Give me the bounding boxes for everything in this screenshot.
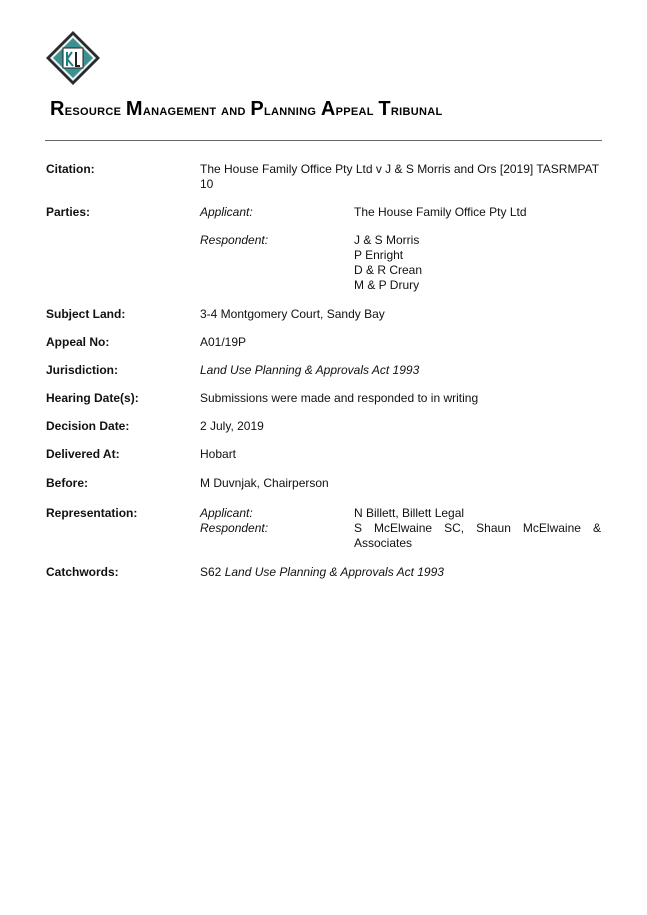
decision-date-label: Decision Date:	[46, 419, 130, 433]
title-word-3: and	[221, 102, 246, 119]
title-word-1: Resource	[50, 98, 122, 120]
parties-respondent-1: J & S Morris	[354, 233, 420, 247]
appeal-no-value: A01/19P	[200, 335, 247, 349]
parties-respondent-4: M & P Drury	[354, 278, 420, 292]
subject-land-label: Subject Land:	[46, 307, 126, 321]
catchwords-value	[200, 565, 444, 580]
representation-applicant-label: Applicant:	[200, 506, 253, 520]
parties-label: Parties:	[46, 205, 91, 219]
subject-land-value: 3-4 Montgomery Court, Sandy Bay	[200, 307, 385, 321]
before-label: Before:	[46, 476, 89, 490]
catchwords-label: Catchwords:	[46, 565, 119, 579]
citation-value-line1: The House Family Office Pty Ltd v J & S Morris and Ors [2019] TASRMPAT	[200, 162, 600, 176]
document-title	[50, 98, 610, 121]
citation-value-line2: 10	[200, 177, 214, 191]
representation-respondent-label: Respondent:	[200, 521, 269, 535]
before-value: M Duvnjak, Chairperson	[200, 476, 329, 490]
parties-respondent-3: D & R Crean	[354, 263, 423, 277]
title-word-6: Tribunal	[378, 98, 443, 120]
delivered-at-value: Hobart	[200, 447, 237, 461]
hearing-dates-value: Submissions were made and responded to in writing	[200, 391, 479, 405]
representation-respondent-line2: Associates	[354, 536, 413, 550]
jurisdiction-label: Jurisdiction:	[46, 363, 119, 377]
parties-respondent-label: Respondent:	[200, 233, 269, 247]
catchwords-act: Land Use Planning & Approvals Act 1993	[224, 565, 444, 579]
representation-respondent-line1: S McElwaine SC, Shaun McElwaine &	[354, 521, 601, 535]
decision-date-value: 2 July, 2019	[200, 419, 264, 433]
tribunal-logo	[45, 30, 101, 86]
delivered-at-label: Delivered At:	[46, 447, 120, 461]
jurisdiction-value: Land Use Planning & Approvals Act 1993	[200, 363, 420, 377]
representation-label: Representation:	[46, 506, 138, 520]
title-divider	[45, 140, 602, 141]
parties-applicant-value: The House Family Office Pty Ltd	[354, 205, 527, 219]
title-word-2: Management	[125, 98, 217, 120]
parties-respondent-2: P Enright	[354, 248, 404, 262]
title-word-4: Planning	[250, 98, 317, 120]
title-word-5: Appeal	[320, 98, 374, 120]
representation-applicant-value: N Billett, Billett Legal	[354, 506, 465, 520]
catchwords-section: S62	[200, 565, 222, 579]
citation-label: Citation:	[46, 162, 95, 176]
parties-applicant-label: Applicant:	[200, 205, 253, 219]
hearing-dates-label: Hearing Date(s):	[46, 391, 139, 405]
appeal-no-label: Appeal No:	[46, 335, 110, 349]
